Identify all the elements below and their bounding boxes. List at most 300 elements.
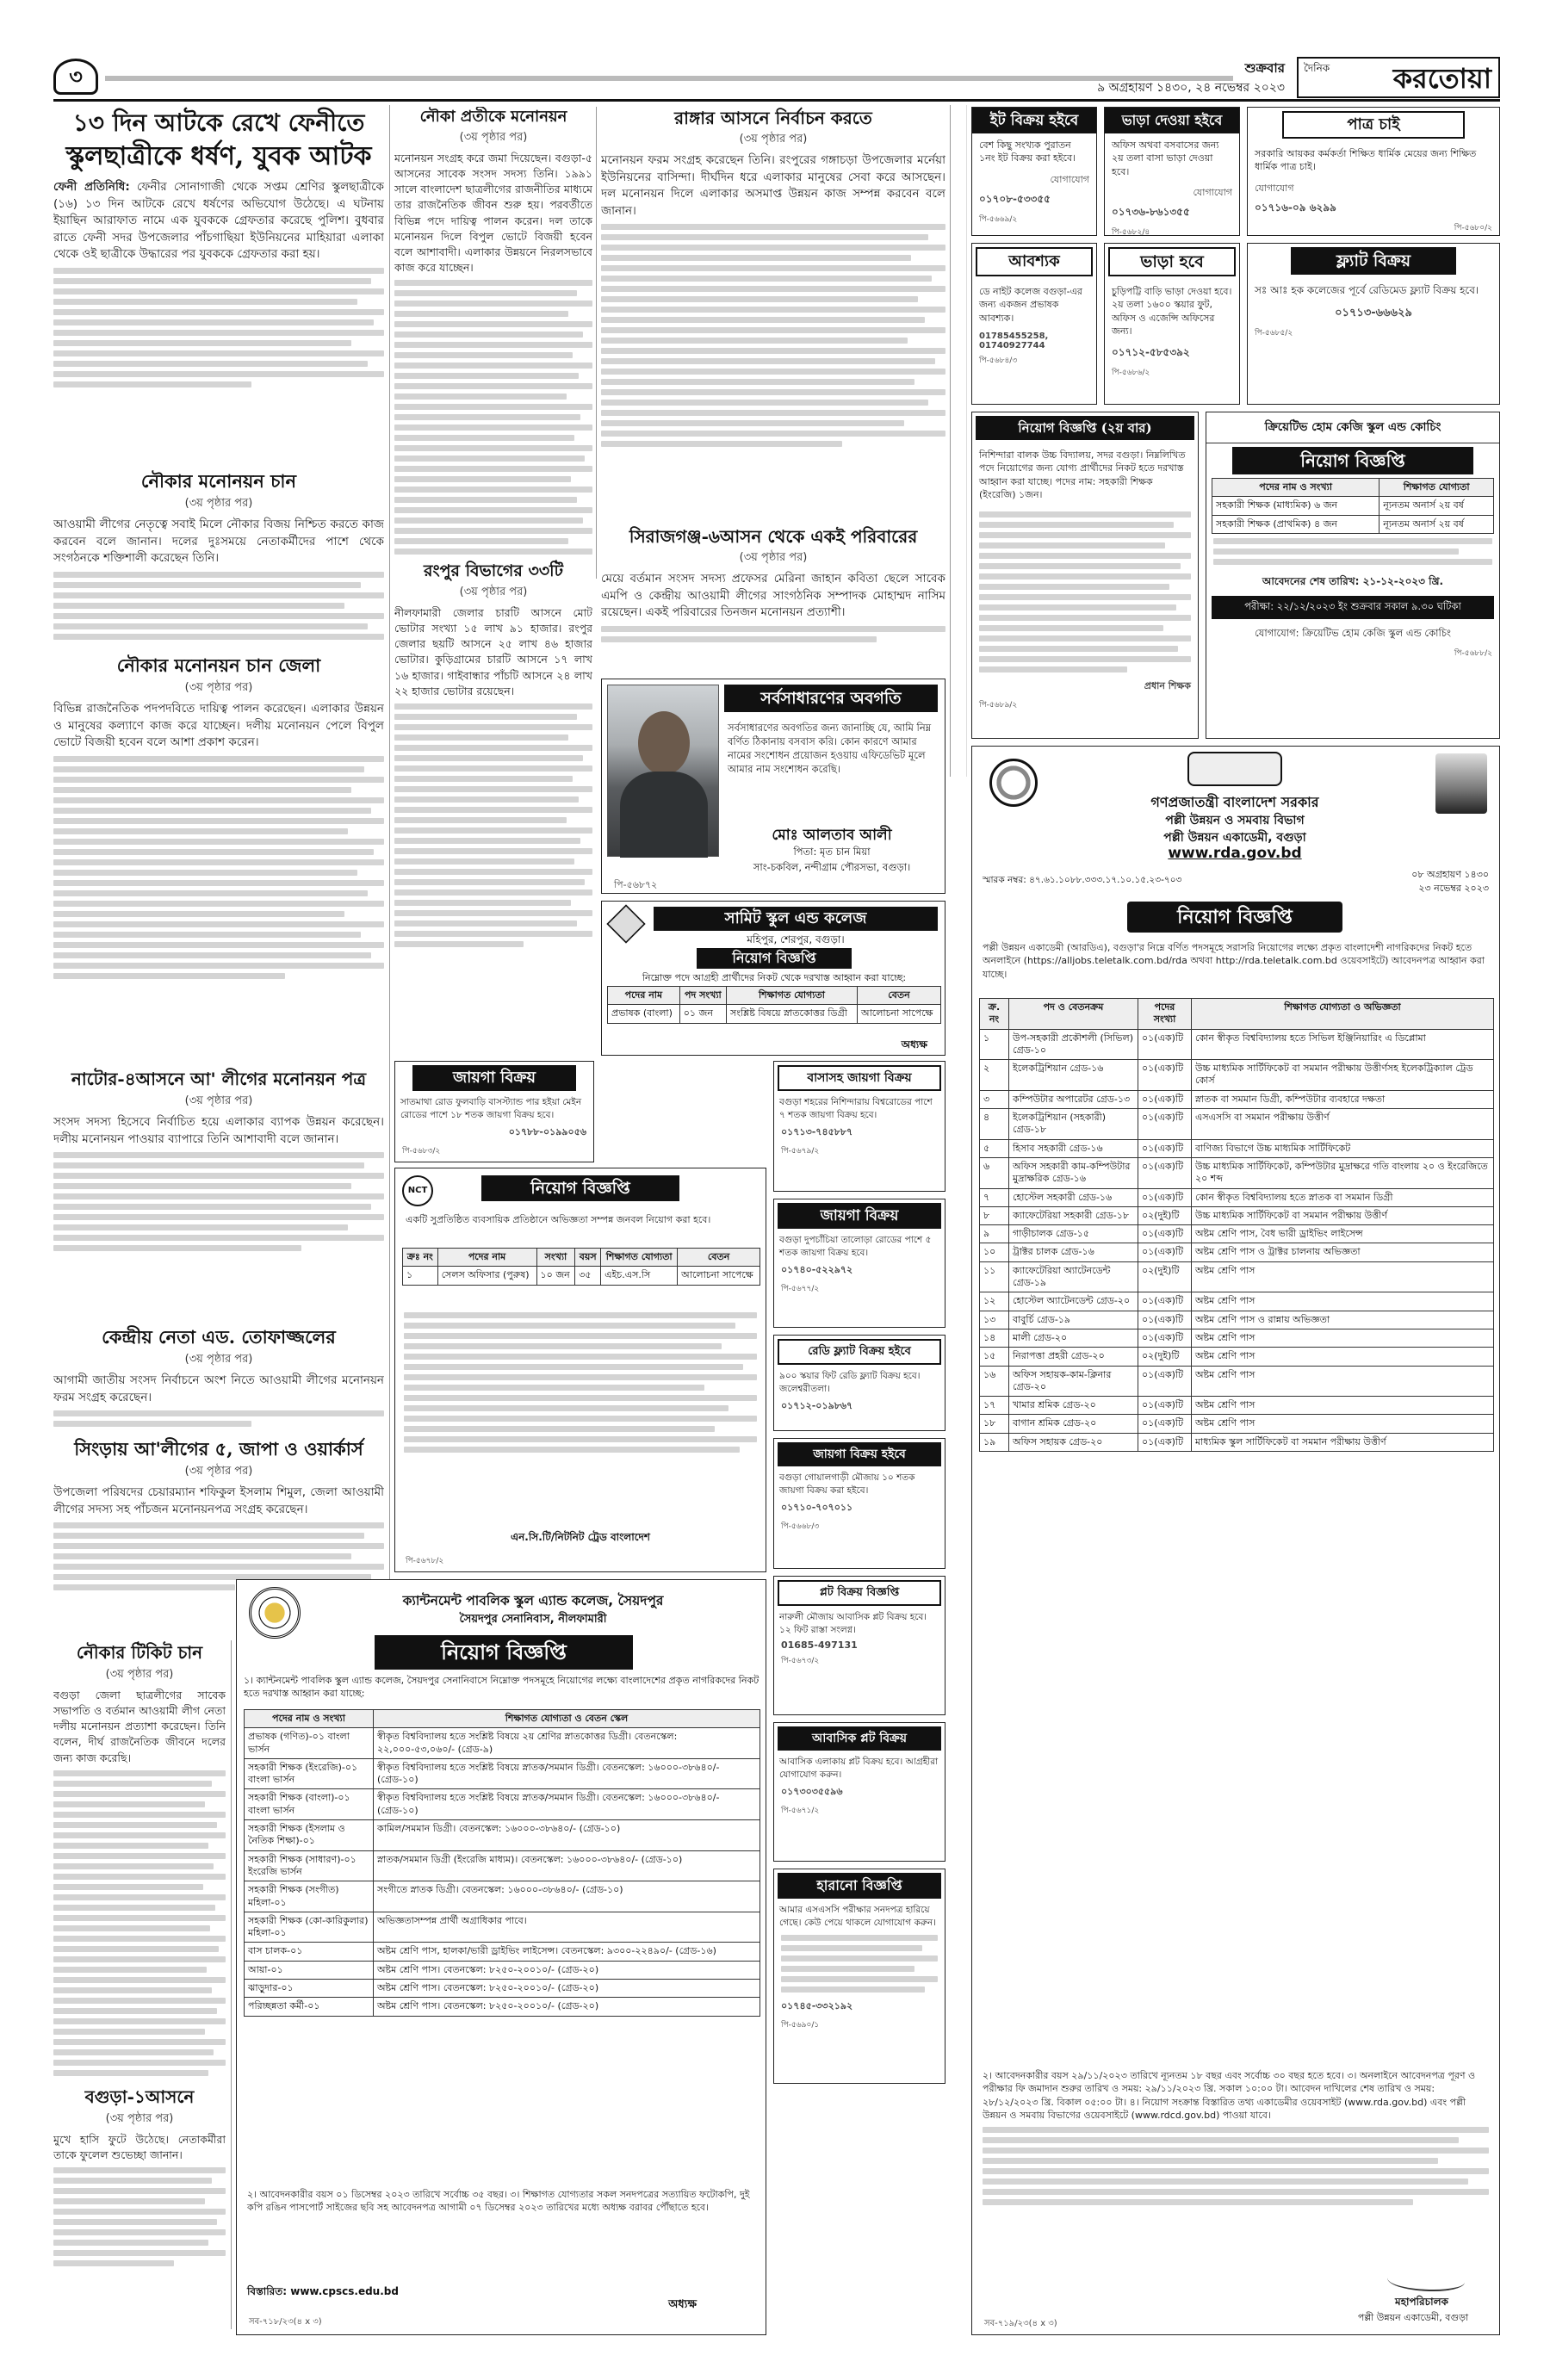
ad-code: পি-৫৬৭৭/২ <box>781 1285 820 1294</box>
table-row <box>980 1397 1494 1415</box>
lead-body <box>53 179 384 463</box>
ad-sign: অধ্যক্ষ <box>668 2298 697 2311</box>
rda-vacancy-table <box>979 998 1494 1452</box>
story-headline: নৌকা প্রতীকে মনোনয়ন <box>419 108 567 126</box>
col1-story <box>53 1067 384 1325</box>
ad-code: পি-৫৬৮২/৪ <box>1112 228 1150 236</box>
ad-code: পি-৫৬৮৫/২ <box>1255 328 1293 338</box>
lead-byline: ফেনী প্রতিনিধি: <box>53 180 130 194</box>
story-body: মুখে হাসি ফুটে উঠেছে। নেতাকর্মীরা তাকে ফুলেল শুভেচ্ছা জানান। <box>53 2132 226 2161</box>
table-cell: হিসাব সহকারী গ্রেড-১৬ <box>1009 1139 1138 1157</box>
table-cell: সহকারী শিক্ষক (ইংরেজি)-০১ বাংলা ভার্সন <box>245 1758 374 1789</box>
table-cell: ক্যাফেটেরিয়া অ্যাটেনডেন্ট গ্রেড-১৯ <box>1009 1261 1138 1292</box>
table-cell: বাবুর্চি গ্রেড-১৯ <box>1009 1311 1138 1329</box>
table-cell: বাগান শ্রমিক গ্রেড-২০ <box>1009 1415 1138 1433</box>
school-emblem-icon <box>606 904 645 943</box>
page-number: ৩ <box>69 65 83 89</box>
classified-ad <box>773 1335 946 1431</box>
ad-phone: ০১৭৩০৩৫৫৯৬ <box>781 1786 843 1798</box>
col1-story <box>53 654 384 1067</box>
table-cell: ০১(এক)টি <box>1138 1157 1192 1188</box>
ad-title: নিয়োগ বিজ্ঞপ্তি <box>1232 447 1473 474</box>
ad-code: পি-৫৬৮৭২ <box>614 879 658 890</box>
classified-ad <box>773 1722 946 1862</box>
table-cell: প্রভাষক (গণিত)-০১ বাংলা ভার্সন <box>245 1728 374 1759</box>
col1-stories <box>53 469 384 1635</box>
table-cell: সহকারী শিক্ষক (বাংলা)-০১ বাংলা ভার্সন <box>245 1789 374 1820</box>
table-header: শিক্ষাগত যোগ্যতা ও অভিজ্ঞতা <box>1192 999 1494 1030</box>
ad-phone: ০১৭১৩-৬৬৬২৯ <box>1335 306 1412 319</box>
ad-title: বাসাসহ জায়গা বিক্রয় <box>778 1065 941 1091</box>
story-body: মেয়ে বর্তমান সংসদ সদস্য প্রফেসর মেরিনা জাহান কবিতা ছেলে সাবেক এমপি ও কেন্দ্রীয় আওয়ামী লীগের সাংগঠনিক সম্পাদক মোহাম্মদ নাসিম রয়েছেন। একই পরিবারের তিনজন মনোনয়ন প্রত্যাশী। <box>601 572 946 620</box>
rda-gov: গণপ্রজাতন্ত্রী বাংলাদেশ সরকার <box>1150 794 1319 810</box>
table-cell: ৫ <box>980 1139 1009 1157</box>
ad-code: পি-৫৬৬৮/৩ <box>781 1522 820 1532</box>
table-cell: ১০ <box>980 1243 1009 1261</box>
table-cell: কোন স্বীকৃত বিশ্ববিদ্যালয় হতে সিভিল ইঞ্জিনিয়ারিং এ ডিপ্লোমা <box>1192 1029 1494 1060</box>
table-cell: কোন স্বীকৃত বিশ্ববিদ্যালয় হতে স্নাতক বা সমমান ডিগ্রী <box>1192 1188 1494 1206</box>
ad-body: বগুড়া গোয়ালগাড়ী মৌজায় ১০ শতক জায়গা বিক্রয় করা হইবে। <box>779 1472 915 1496</box>
table-cell: বাস চালক-০১ <box>245 1943 374 1961</box>
column-rule <box>950 105 951 777</box>
school-name: সামিট স্কুল এন্ড কলেজ <box>654 907 938 931</box>
ad-title: নিয়োগ বিজ্ঞপ্তি (২য় বার) <box>976 416 1194 440</box>
table-row <box>980 1348 1494 1366</box>
public-notice-father: পিতা: মৃত চান মিয়া <box>793 846 871 858</box>
table-cell: অষ্টম শ্রেণি পাস <box>1192 1292 1494 1311</box>
table-cell: ০১(এক)টি <box>1138 1109 1192 1140</box>
table-cell: অষ্টম শ্রেণি পাস ও রান্নায় অভিজ্ঞতা <box>1192 1311 1494 1329</box>
ad-title: জায়গা বিক্রয় হইবে <box>778 1442 941 1466</box>
vacancy-table: ক্রঃ নং পদের নাম সংখ্যা বয়স শিক্ষাগত যোগ্যতা বেতন ১ সেলস অফিসার (পুরুষ) ১০ জন ৩৫ এইচ.এস.সি আলোচনা সাপেক্ষে <box>402 1248 760 1286</box>
rda-intro: পল্লী উন্নয়ন একাডেমী (আরডিএ), বগুড়া'র নিম্নে বর্ণিত পদসমূহে সরাসরি নিয়োগের লক্ষ্যে প্রকৃত বাংলাদেশী নাগরিকদের নিকট হতে অনলাইনে (https://alljobs.teletalk.com.bd/rda অথবা http://rda.teletalk.com.bd ওয়েবসাইটে) আবেদনপত্র আহ্বান করা যাচ্ছে। <box>983 942 1485 980</box>
ad-sign: অধ্যক্ষ <box>901 1038 927 1051</box>
table-cell: ০২(দুই)টি <box>1138 1261 1192 1292</box>
col1-story <box>53 1325 384 1437</box>
table-row <box>980 1029 1494 1060</box>
table-cell: ৮ <box>980 1206 1009 1224</box>
school-address: মহিপুর, শেরপুর, বগুড়া। <box>747 933 845 945</box>
ad-intro: ১। ক্যান্টনমেন্ট পাবলিক স্কুল এ্যান্ড কলেজ, সৈয়দপুর সেনানিবাসে নিম্নোক্ত পদসমূহে নিয়োগের লক্ষ্যে বাংলাদেশের প্রকৃত নাগরিকদের নিকট হতে দরখাস্ত আহ্বান করা যাচ্ছে: <box>244 1675 760 1699</box>
classified-ad <box>773 1061 946 1192</box>
lead-text: ফেনীর সোনাগাজী থেকে সপ্তম শ্রেণির স্কুলছাত্রীকে (১৬) ১৩ দিন আটকে রেখে ধর্ষণের অভিযোগ উঠেছে। এ ঘটনায় ইয়াছিন আরাফাত নামে এক যুবককে গ্রেফতার করেছে পুলিশ। বুধবার রাতে ফেনী সদর উপজেলার পাঁচগাছিয়া ইউনিয়নের মাহিয়ারা এলাকা থেকে ওই ছাত্রীকে উদ্ধারের পর যুবককে গ্রেফতার করা হয়। <box>53 180 384 262</box>
story-jump: (৩য় পৃষ্ঠার পর) <box>739 133 808 146</box>
signature-mark <box>1387 2269 1465 2291</box>
ad-phone: ০১৭১০-৭০৭০১১ <box>781 1502 853 1514</box>
table-cell: ০১(এক)টি <box>1138 1366 1192 1397</box>
table-cell: ১ <box>980 1029 1009 1060</box>
table-row <box>980 1366 1494 1397</box>
ad-phone: ০১৭৪০-৫২২৯৭২ <box>781 1264 853 1276</box>
table-cell: ০১(এক)টি <box>1138 1188 1192 1206</box>
story-jump: (৩য় পৃষ্ঠার পর) <box>184 1465 253 1478</box>
ad-title: জায়গা বিক্রয় <box>778 1203 941 1229</box>
story-jump: (৩য় পৃষ্ঠার পর) <box>184 497 253 510</box>
ad-phone: ০১৭৮৮-০১৯৯০৫৬ <box>508 1126 586 1138</box>
table-cell: হোস্টেল অ্যাটেনডেন্ট গ্রেড-২০ <box>1009 1292 1138 1311</box>
table-cell: ১১ <box>980 1261 1009 1292</box>
sirajganj-story <box>601 525 946 672</box>
classified-ad <box>394 1061 594 1162</box>
table-cell: ০২(দুই)টি <box>1138 1348 1192 1366</box>
table-cell: ১৭ <box>980 1397 1009 1415</box>
classified-ad <box>1247 107 1500 236</box>
table-row: ১ সেলস অফিসার (পুরুষ) ১০ জন ৩৫ এইচ.এস.সি আলোচনা সাপেক্ষে <box>403 1267 760 1285</box>
ad-phone: ০১৭৩৬-৮৬১৩৫৫ <box>1112 206 1190 219</box>
ad-body: ৯০০ স্কয়ার ফিট রেডি ফ্ল্যাট বিক্রয় হবে। জলেশ্বরীতলা। <box>779 1371 921 1394</box>
table-row <box>245 1850 760 1881</box>
ad-title: আবাসিক প্লট বিক্রয় <box>778 1726 941 1751</box>
ad-body: বগুড়া শহরের নিশিন্দারায় বিশ্বরোডের পাশে ৭ শতক জায়গা বিক্রয় হবে। <box>779 1097 933 1120</box>
table-cell: অষ্টম শ্রেণি পাস <box>1192 1397 1494 1415</box>
rda-date-en: ২৩ নভেম্বর ২০২৩ <box>1418 883 1489 894</box>
table-row <box>980 1157 1494 1188</box>
table-cell: ০২(দুই)টি <box>1138 1206 1192 1224</box>
table-header: পদ ও বেতনক্রম <box>1009 999 1138 1030</box>
table-cell: ৯ <box>980 1225 1009 1243</box>
ad-code: পি-৫৬৯০/১ <box>781 2021 820 2030</box>
lead-headline-2: স্কুলছাত্রীকে ধর্ষণ, যুবক আটক <box>65 141 372 171</box>
public-notice-body: সর্বসাধারণের অবগতির জন্য জানাচ্ছি যে, আমি নিম্ন বর্ণিত ঠিকানায় বসবাস করি। কোন কারণে আমার নামের সংশোধন প্রয়োজন হওয়ায় এফিডেভিট মূলে আমার নাম সংশোধন করেছি। <box>728 722 932 776</box>
table-cell: নিরাপত্তা প্রহরী গ্রেড-২০ <box>1009 1348 1138 1366</box>
vacancy-table <box>244 1709 760 2017</box>
table-row <box>245 1820 760 1851</box>
table-row <box>245 1998 760 2016</box>
recruitment-ad <box>601 901 946 1056</box>
classified-ad <box>971 107 1097 236</box>
table-row: সহকারী শিক্ষক (প্রাথমিক) ৪ জন ন্যূনতম অনার্স ২য় বর্ষ <box>1212 515 1494 533</box>
table-cell: ০১(এক)টি <box>1138 1139 1192 1157</box>
table-header: ক্র. নং <box>980 999 1009 1030</box>
table-cell: সংগীতে স্নাতক ডিগ্রী। বেতনস্কেল: ১৬০০০-৩৮৬৪০/- (গ্রেড-১০) <box>374 1881 760 1912</box>
table-cell: সহকারী শিক্ষক (ইসলাম ও নৈতিক শিক্ষা)-০১ <box>245 1820 374 1851</box>
table-header: পদের নাম ও সংখ্যা <box>245 1710 374 1728</box>
ad-body: বেশ কিছু সংখ্যক পুরাতন ১নং ইট বিক্রয় করা হইবে। <box>979 139 1076 164</box>
ad-title: রেডি ফ্ল্যাট বিক্রয় হইবে <box>778 1339 941 1365</box>
ad-notes: ২। আবেদনকারীর বয়স ০১ ডিসেম্বর ২০২৩ তারিখে সর্বোচ্চ ৩৫ বছর। ৩। শিক্ষাগত যোগ্যতার সকল সনদপত্রের সত্যায়িত ফটোকপি, দুই কপি রঙিন পাসপোর্ট সাইজের ছবি সহ আবেদনপত্র আগামী ০৭ ডিসেম্বর ২০২৩ তারিখের মধ্যে অধ্যক্ষ বরাবর পৌঁছাতে হবে। <box>247 2189 750 2214</box>
table-cell: পরিচ্ছন্নতা কর্মী-০১ <box>245 1998 374 2016</box>
table-cell: ০১(এক)টি <box>1138 1415 1192 1433</box>
public-notice-title: সর্বসাধারণের অবগতি <box>724 685 938 712</box>
table-cell: কামিল/সমমান ডিগ্রী। বেতনস্কেল: ১৬০০০-৩৮৬৪০/- (গ্রেড-১০) <box>374 1820 760 1851</box>
table-row <box>245 1728 760 1759</box>
table-row <box>980 1433 1494 1451</box>
table-cell: স্বীকৃত বিশ্ববিদ্যালয় হতে সংশ্লিষ্ট বিষয়ে স্নাতক/সমমান ডিগ্রী। বেতনস্কেল: ১৬০০০-৩৮৬৪০/- (গ্রেড-১০) <box>374 1758 760 1789</box>
ad-body: আমার এসএসসি পরীক্ষার সনদপত্র হারিয়ে গেছে। কেউ পেয়ে থাকলে যোগাযোগ করুন। <box>779 1905 936 1928</box>
table-row <box>980 1090 1494 1108</box>
table-header: শিক্ষাগত যোগ্যতা <box>1380 479 1494 497</box>
story-headline: নৌকার টিকিট চান <box>76 1642 203 1663</box>
ad-code: পি-৫৬৭৮/২ <box>406 1557 444 1565</box>
story-body: সংসদ সদস্য হিসেবে নির্বাচিত হয়ে এলাকার ব্যাপক উন্নয়ন করেছেন। দলীয় মনোনয়ন পাওয়ার ব্যাপারে তিনি আশাবাদী বলে জানান। <box>53 1115 384 1146</box>
ad-code: পি-৫৬৬৯/২ <box>979 214 1018 224</box>
table-cell: সহকারী শিক্ষক (সাধারণ)-০১ ইংরেজি ভার্সন <box>245 1850 374 1881</box>
table-cell: ০১(এক)টি <box>1138 1225 1192 1243</box>
story-headline: নৌকার মনোনয়ন চান জেলা <box>116 654 321 676</box>
table-cell: সহকারী শিক্ষক (সংগীত) মহিলা-০১ <box>245 1881 374 1912</box>
rda-division: পল্লী উন্নয়ন ও সমবায় বিভাগ <box>1165 814 1305 827</box>
vacancy-table: পদের নাম পদ সংখ্যা শিক্ষাগত যোগ্যতা বেতন প্রভাষক (বাংলা) ০১ জন সংশ্লিষ্ট বিষয়ে স্নাতকোত্তর ডিগ্রী আলোচনা সাপেক্ষে <box>607 986 941 1024</box>
table-cell: ০১(এক)টি <box>1138 1397 1192 1415</box>
table-header: পদের নাম ও সংখ্যা <box>1212 479 1380 497</box>
story-body: মনোনয়ন সংগ্রহ করে জমা দিয়েছেন। বগুড়া-৫ আসনের সাবেক সংসদ সদস্য তিনি। ১৯৯১ সালে বাংলাদেশ ছাত্রলীগের রাজনীতির মাধ্যমে তার রাজনৈতিক জীবন শুরু হয়। পরবর্তীতে বিভিন্ন পদে দায়িত্ব পালন করেন। দল তাকে মনোনয়ন দিলে বিপুল ভোটে বিজয়ী হবেন বলে আশাবাদী। এলাকার উন্নয়নে নিরলসভাবে কাজ করে যাচ্ছেন। <box>394 152 592 274</box>
table-row <box>980 1109 1494 1140</box>
story-jump: (৩য় পৃষ্ঠার পর) <box>105 2111 174 2125</box>
classified-ad <box>1247 243 1500 405</box>
ad-title: নিয়োগ বিজ্ঞপ্তি <box>481 1175 679 1201</box>
table-row <box>245 1758 760 1789</box>
table-row <box>245 1980 760 1998</box>
table-cell: ০১(এক)টি <box>1138 1060 1192 1091</box>
ad-footer: এন.সি.টি/নিটনিট ট্রেড বাংলাদেশ <box>511 1531 650 1543</box>
classified-ad <box>773 1869 946 2084</box>
ad-exam: পরীক্ষা: ২২/১২/২০২৩ ইং শুক্রবার সকাল ৯.৩০ ঘটিকা <box>1212 596 1494 619</box>
ad-phone: ০১৭১২-০১৯৮৬৭ <box>781 1400 853 1412</box>
recruitment-ad <box>1206 412 1500 739</box>
ad-body: চুড়িপট্টি বাড়ি ভাড়া দেওয়া হবে। ২য় তলা ১৬০০ স্কয়ার ফুট, অফিস ও এজেন্সি অফিসের জন্য। <box>1112 286 1232 338</box>
ad-phone: 01785455258, 01740927744 <box>979 332 1049 351</box>
table-cell: ১২ <box>980 1292 1009 1311</box>
story-body: আগামী জাতীয় সংসদ নির্বাচনে অংশ নিতে আওয়ামী লীগের মনোনয়ন ফরম সংগ্রহ করেছেন। <box>53 1373 384 1404</box>
ad-phone: ০১৭১৩-৭৪৫৮৮৭ <box>781 1126 853 1138</box>
table-row <box>980 1206 1494 1224</box>
rangamati-story <box>601 107 946 520</box>
ad-code: সব-৭১৯/২৩(৪ x ৩) <box>984 2319 1057 2328</box>
table-row <box>980 1311 1494 1329</box>
ad-body: সরকারি আয়কর কর্মকর্তা শিক্ষিত ধার্মিক মেয়ের জন্য শিক্ষিত ধার্মিক পাত্র চাই। <box>1255 148 1477 173</box>
table-cell: অভিজ্ঞতাসম্পন্ন প্রার্থী অগ্রাধিকার পাবে। <box>374 1912 760 1943</box>
table-cell: অফিস সহায়ক-কাম-ক্লিনার গ্রেড-২০ <box>1009 1366 1138 1397</box>
school-emblem-icon <box>1187 752 1282 786</box>
ad-contact: যোগাযোগ: ক্রিয়েটিভ হোম কেজি স্কুল এন্ড কোচিং <box>1255 626 1451 639</box>
table-cell: ২ <box>980 1060 1009 1091</box>
story-body: আওয়ামী লীগের নেতৃত্বে সবাই মিলে নৌকার বিজয় নিশ্চিত করতে কাজ করবেন বলে জানান। দলের দুঃসময়ে নেতাকর্মীদের পাশে থেকে সংগঠনকে শক্তিশালী করেছেন তিনি। <box>53 518 384 566</box>
nct-logo: NCT <box>402 1175 433 1206</box>
rangpur-story <box>394 560 592 1038</box>
ad-code: পি-৫৬৮৩/২ <box>402 1147 441 1156</box>
ad-phone: ০১৭১২-৫৮৫৩৯২ <box>1112 345 1190 358</box>
table-row <box>245 1912 760 1943</box>
table-cell: ট্রাক্টর চালক গ্রেড-১৬ <box>1009 1243 1138 1261</box>
leader-portrait-icon <box>1435 753 1487 814</box>
col2-story <box>394 107 592 555</box>
table-row <box>980 1292 1494 1311</box>
ad-body: নিশিন্দারা বালক উচ্চ বিদ্যালয়, সদর বগুড়া। নিম্নলিখিত পদে নিয়োগের জন্য যোগ্য প্রার্থীদের নিকট হতে দরখাস্ত আহ্বান করা যাচ্ছে। পদের নাম: সহকারী শিক্ষক (ইংরেজি) ১জন। <box>979 449 1186 501</box>
lead-headline-1: ১৩ দিন আটকে রেখে ফেনীতে <box>72 108 365 137</box>
ad-phone: 01685-497131 <box>781 1639 858 1652</box>
story-jump: (৩য় পৃষ্ঠার পর) <box>105 1668 174 1681</box>
ad-code: সব-৭১৮/২৩(৪ x ৩) <box>249 2317 322 2327</box>
table-cell: অষ্টম শ্রেণি পাস, বৈধ ভারী ড্রাইভিং লাইসেন্স <box>1192 1225 1494 1243</box>
table-header: শিক্ষাগত যোগ্যতা ও বেতন স্কেল <box>374 1710 760 1728</box>
table-cell: স্নাতক বা সমমান ডিগ্রী, কম্পিউটার ব্যবহারে দক্ষতা <box>1192 1090 1494 1108</box>
ad-intro: নিম্নোক্ত পদে আগ্রহী প্রার্থীদের নিকট থেকে দরখাস্ত আহ্বান করা যাচ্ছে: <box>642 972 907 983</box>
table-row <box>980 1261 1494 1292</box>
ad-contact: যোগাযোগ <box>1255 182 1294 194</box>
story-jump: (৩য় পৃষ্ঠার পর) <box>184 681 253 694</box>
classified-ad <box>1104 243 1240 405</box>
rda-table-body <box>980 1029 1494 1451</box>
table-row <box>980 1243 1494 1261</box>
school-name: ক্যান্টনমেন্ট পাবলিক স্কুল এ্যান্ড কলেজ, সৈয়দপুর <box>402 1593 664 1608</box>
table-cell: ০১(এক)টি <box>1138 1329 1192 1347</box>
ad-code: পি-৫৬৭৩/২ <box>781 1657 820 1666</box>
table-cell: অষ্টম শ্রেণি পাস <box>1192 1348 1494 1366</box>
table-cell: মালী গ্রেড-২০ <box>1009 1329 1138 1347</box>
story-headline: রংপুর বিভাগের ৩৩টি <box>424 561 563 580</box>
table-cell: উচ্চ মাধ্যমিক সার্টিফিকেট বা সমমান পরীক্ষায় উত্তীর্ণসহ ইলেকট্রিক্যাল ট্রেড কোর্স <box>1192 1060 1494 1091</box>
table-row <box>980 1060 1494 1091</box>
table-cell: ১৮ <box>980 1415 1009 1433</box>
table-cell: ইলেকট্রিশিয়ান গ্রেড-১৬ <box>1009 1060 1138 1091</box>
classified-ad <box>773 1576 946 1715</box>
table-cell: এসএসসি বা সমমান পরীক্ষায় উত্তীর্ণ <box>1192 1109 1494 1140</box>
classified-ad <box>971 243 1097 405</box>
table-cell: ক্যাফেটেরিয়া সহকারী গ্রেড-১৮ <box>1009 1206 1138 1224</box>
masthead-date: ৯ অগ্রহায়ণ ১৪৩০, ২৪ নভেম্বর ২০২৩ <box>1097 81 1285 95</box>
government-seal-icon <box>989 759 1038 807</box>
rda-sign-org: পল্লী উন্নয়ন একাডেমী, বগুড়া <box>1357 2312 1469 2323</box>
table-cell: অফিস সহায়ক গ্রেড-২০ <box>1009 1433 1138 1451</box>
table-cell: স্নাতক/সমমান ডিগ্রী (ইংরেজি মাধ্যম)। বেতনস্কেল: ১৬০০০-৩৮৬৪০/- (গ্রেড-১০) <box>374 1850 760 1881</box>
table-cell: আয়া-০১ <box>245 1961 374 1979</box>
ad-title: হারানো বিজ্ঞপ্তি <box>778 1873 941 1899</box>
lead-story <box>53 107 384 463</box>
col1-lower-left <box>53 1640 226 2329</box>
table-cell: হোস্টেল সহকারী গ্রেড-১৬ <box>1009 1188 1138 1206</box>
table-row <box>980 1329 1494 1347</box>
story-headline: নৌকার মনোনয়ন চান <box>140 470 297 492</box>
table-row <box>245 1789 760 1820</box>
story-headline: বগুড়া-১আসনে <box>84 2086 195 2107</box>
ad-phone: ০১৭০৮-৫৩৩৫৫ <box>979 192 1051 205</box>
story-headline: রাঙ্গার আসনে নির্বাচন করতে <box>674 108 872 128</box>
table-row: সহকারী শিক্ষক (মাধ্যমিক) ৬ জন ন্যূনতম অনার্স ২য় বর্ষ <box>1212 497 1494 515</box>
ad-title: আবশ্যক <box>976 247 1093 276</box>
story-body: উপজেলা পরিষদের চেয়ারম্যান শফিকুল ইসলাম শিমুল, জেলা আওয়ামী লীগের সদস্য সহ পাঁচজন মনোনয়নপত্র সংগ্রহ করেছেন। <box>53 1485 384 1516</box>
ad-title: নিয়োগ বিজ্ঞপ্তি <box>375 1635 633 1670</box>
ad-title: জায়গা বিক্রয় <box>412 1065 576 1091</box>
portrait-photo <box>607 685 719 857</box>
recruitment-ad <box>394 1168 766 1572</box>
masthead <box>53 53 1500 102</box>
ad-title: ভাড়া দেওয়া হইবে <box>1105 108 1239 133</box>
ad-contact: যোগাযোগ <box>1050 173 1089 185</box>
table-row: প্রভাষক (বাংলা) ০১ জন সংশ্লিষ্ট বিষয়ে স্নাতকোত্তর ডিগ্রী আলোচনা সাপেক্ষে <box>608 1005 941 1023</box>
rda-recruitment-ad <box>971 746 1500 2335</box>
public-notice <box>601 679 946 894</box>
ad-title: ইট বিক্রয় হইবে <box>972 108 1096 133</box>
table-cell: ০১(এক)টি <box>1138 1433 1192 1451</box>
table-row <box>245 1881 760 1912</box>
table-row <box>245 1943 760 1961</box>
table-cell: ৬ <box>980 1157 1009 1188</box>
cantonment-table-body <box>245 1728 760 2016</box>
ad-body: আবাসিক এলাকায় প্লট বিক্রয় হবে। আগ্রহীরা যোগাযোগ করুন। <box>779 1757 939 1780</box>
ad-body: সঃ আঃ হক কলেজের পূর্বে রেডিমেড ফ্ল্যাট বিক্রয় হবে। <box>1255 284 1479 296</box>
story-jump: (৩য় পৃষ্ঠার পর) <box>739 551 808 564</box>
classified-ad <box>773 1438 946 1569</box>
table-cell: ০১(এক)টি <box>1138 1243 1192 1261</box>
table-cell: অফিস সহকারী কাম-কম্পিউটার মুদ্রাক্ষরিক গ্রেড-১৬ <box>1009 1157 1138 1188</box>
table-cell: স্বীকৃত বিশ্ববিদ্যালয় হতে সংশ্লিষ্ট বিষয়ে স্নাতক/সমমান ডিগ্রী। বেতনস্কেল: ১৬০০০-৩৮৬৪০/- (গ্রেড-১০) <box>374 1789 760 1820</box>
rda-conditions: ২। আবেদনকারীর বয়স ২৯/১১/২০২৩ তারিখে ন্যূনতম ১৮ বছর এবং সর্বোচ্চ ৩০ বছর হতে হবে। ৩। অনলাইনে আবেদনপত্র পূরণ ও পরীক্ষার ফি জমাদান শুরুর তারিখ ও সময়: ২৯/১১/২০২৩ খ্রি. সকাল ১০:০০ টা। আবেদন দাখিলের শেষ তারিখ ও সময়: ২৮/১২/২০২৩ খ্রি. বিকাল ০৫:০০ টা। ৪। নিয়োগ সংক্রান্ত বিস্তারিত তথ্য একাডেমীর ওয়েবসাইট (www.rda.gov.bd) এবং পল্লী উন্নয়ন ও সমবায় বিভাগের ওয়েবসাইটে (www.rdcd.gov.bd) পাওয়া যাবে। <box>976 2064 1496 2262</box>
story-body: মনোনয়ন ফরম সংগ্রহ করেছেন তিনি। রংপুরের গঙ্গাচড়া উপজেলার মর্নেয়া ইউনিয়নের বাসিন্দা। দীর্ঘদিন ধরে এলাকার মানুষের সেবা করে আসছেন। দল মনোনয়ন দিলে এলাকার অসমাপ্ত উন্নয়ন কাজ সম্পন্ন করবেন বলে জানান। <box>601 153 946 218</box>
table-cell: অষ্টম শ্রেণি পাস। বেতনস্কেল: ৮২৫০-২০০১০/- (গ্রেড-২০) <box>374 1961 760 1979</box>
paper-name-box <box>1297 57 1500 98</box>
table-cell: অষ্টম শ্রেণি পাস <box>1192 1415 1494 1433</box>
table-cell: অষ্টম শ্রেণি পাস, হালকা/ভারী ড্রাইভিং লাইসেন্স। বেতনস্কেল: ৯৩০০-২২৪৯০/- (গ্রেড-১৬) <box>374 1943 760 1961</box>
mid-ads-column <box>773 1061 946 2084</box>
table-cell: ১৪ <box>980 1329 1009 1347</box>
table-cell: ৭ <box>980 1188 1009 1206</box>
ad-code: পি-৫৬৮০/২ <box>1454 223 1492 232</box>
ad-body: বগুড়া দুপচাঁচিয়া তালোড়া রোডের পাশে ৫ শতক জায়গা বিক্রয় হবে। <box>779 1235 932 1258</box>
story-body: বিভিন্ন রাজনৈতিক পদপদবিতে দায়িত্ব পালন করেছেন। এলাকার উন্নয়ন ও মানুষের কল্যাণে কাজ করে যাচ্ছেন। দলীয় মনোনয়ন পেলে বিপুল ভোটে বিজয়ী হবেন বলে আশা প্রকাশ করেন। <box>53 702 384 750</box>
story-jump: (৩য় পৃষ্ঠার পর) <box>184 1094 253 1107</box>
table-cell: ১৫ <box>980 1348 1009 1366</box>
ad-code: পি-৫৬৮৯/২ <box>979 700 1018 710</box>
ad-contact: যোগাযোগ <box>1193 187 1232 199</box>
ad-website: বিস্তারিত: www.cpscs.edu.bd <box>247 2285 399 2297</box>
vacancy-table <box>1212 478 1494 534</box>
story-headline: কেন্দ্রীয় নেতা এড. তোফাজ্জলের <box>102 1326 336 1348</box>
ad-code: পি-৫৬৭৯/২ <box>781 1147 820 1156</box>
paper-name: করতোয়া <box>1392 62 1491 95</box>
table-cell: ১৬ <box>980 1366 1009 1397</box>
table-cell: অষ্টম শ্রেণি পাস। বেতনস্কেল: ৮২৫০-২০০১০/- (গ্রেড-২০) <box>374 1998 760 2016</box>
ad-title: ফ্ল্যাট বিক্রয় <box>1291 247 1456 275</box>
school-address: সৈয়দপুর সেনানিবাস, নীলফামারী <box>459 1613 607 1626</box>
ad-body: নারুলী মৌজায় আবাসিক প্লট বিক্রয় হবে। ১২ ফিট রাস্তা সংলগ্ন। <box>779 1612 927 1635</box>
table-cell: ১৩ <box>980 1311 1009 1329</box>
ad-code: পি-৫৬৮৪/৩ <box>979 356 1018 366</box>
table-cell: অষ্টম শ্রেণি পাস <box>1192 1329 1494 1347</box>
ad-code: পি-৫৬৮৮/২ <box>1454 648 1492 658</box>
ad-body: ডে নাইট কলেজ বগুড়া-এর জন্য একজন প্রভাষক আবশ্যক। <box>979 286 1082 324</box>
ad-body: অফিস অথবা বসবাসের জন্য ২য় তলা বাসা ভাড়া দেওয়া হবে। <box>1112 139 1219 177</box>
table-cell: ১৯ <box>980 1433 1009 1451</box>
recruitment-ad <box>971 412 1199 739</box>
story-headline: নাটোর-৪আসনে আ' লীগের মনোনয়ন পত্র <box>71 1069 367 1089</box>
table-row <box>980 1415 1494 1433</box>
paper-label: দৈনিক <box>1304 62 1330 74</box>
table-row <box>980 1225 1494 1243</box>
table-row <box>980 1139 1494 1157</box>
column-rule <box>596 107 597 579</box>
ad-title: প্লট বিক্রয় বিজ্ঞপ্তি <box>778 1580 941 1606</box>
rda-sign-title: মহাপরিচালক <box>1395 2296 1448 2308</box>
ad-intro: একটি সুপ্রতিষ্ঠিত ব্যবসায়িক প্রতিষ্ঠানে অভিজ্ঞতা সম্পন্ন জনবল নিয়োগ করা হবে। <box>406 1214 711 1225</box>
table-cell: উচ্চ মাধ্যমিক সার্টিফিকেট, কম্পিউটার মুদ্রাক্ষরে গতি বাংলায় ২০ ও ইংরেজিতে ২০ শব্দ <box>1192 1157 1494 1188</box>
rda-title: নিয়োগ বিজ্ঞপ্তি <box>1127 902 1342 933</box>
school-emblem-icon <box>249 1587 301 1639</box>
table-cell: অষ্টম শ্রেণি পাস। বেতনস্কেল: ৮২৫০-২০০১০/- (গ্রেড-২০) <box>374 1980 760 1998</box>
ad-title: ভাড়া হবে <box>1108 247 1236 276</box>
table-cell: উপ-সহকারী প্রকৌশলী (সিভিল) গ্রেড-১০ <box>1009 1029 1138 1060</box>
ad-phone: ০১৭৪৫-৩৩২১৯২ <box>781 2000 853 2012</box>
public-notice-address: সাং-চকবিল, নন্দীগ্রাম পৌরসভা, বগুড়া। <box>753 861 911 873</box>
col1-story <box>53 469 384 654</box>
masthead-rule <box>105 76 1233 81</box>
table-cell: ০১(এক)টি <box>1138 1311 1192 1329</box>
ad-body: সাতমাথা রোড ফুলবাড়ি বাসস্ট্যান্ড পার হইয়া মেইন রোডের পাশে ১৮ শতক জায়গা বিক্রয় হবে। <box>400 1097 582 1120</box>
rda-memo: স্মারক নম্বর: ৪৭.৬১.১০৮৮.৩৩৩.১৭.১০.১৫.২৩-৭০৩ <box>983 875 1182 885</box>
ad-title: পাত্র চাই <box>1282 111 1465 139</box>
story-jump: (৩য় পৃষ্ঠার পর) <box>184 1353 253 1366</box>
table-cell: স্বীকৃত বিশ্ববিদ্যালয় হতে সংশ্লিষ্ট বিষয়ে ২য় শ্রেণির স্নাতকোত্তর ডিগ্রী। বেতনস্কেল: ২২,০০০-৫৩,০৬০/- (গ্রেড-৯) <box>374 1728 760 1759</box>
public-notice-name: মোঃ আলতাব আলী <box>772 827 892 844</box>
